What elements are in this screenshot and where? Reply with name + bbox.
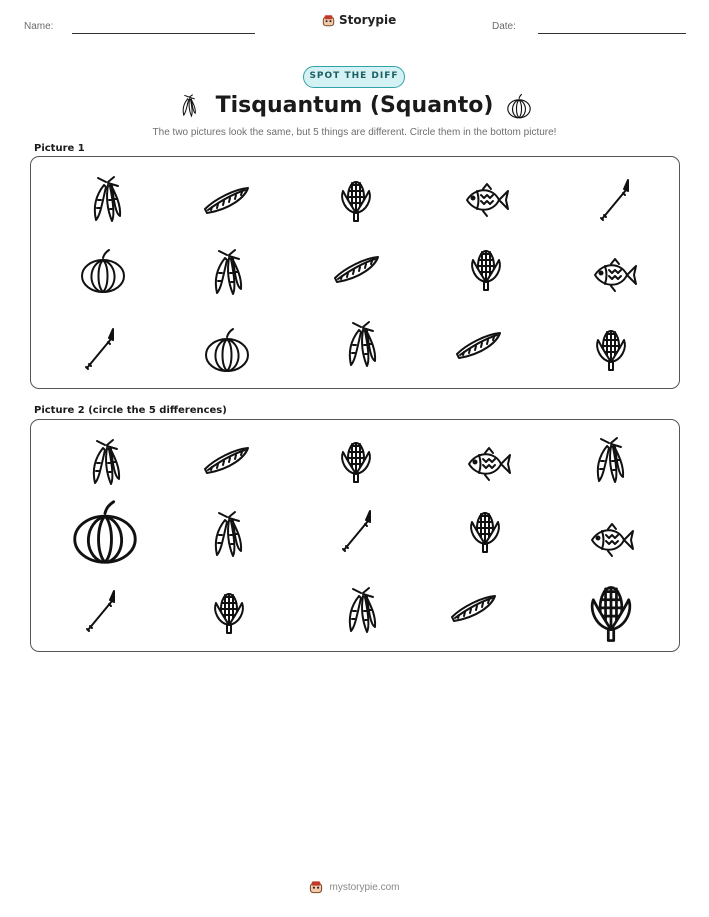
beans-icon <box>204 510 254 560</box>
pumpkin-icon <box>504 92 534 120</box>
picture-2-item[interactable] <box>448 583 498 633</box>
name-label: Name: <box>24 21 54 32</box>
fish-icon <box>589 250 639 300</box>
picture-1-item <box>331 244 381 294</box>
beans-icon <box>338 320 388 370</box>
picture-2-item[interactable] <box>204 510 254 560</box>
beans-icon <box>586 436 636 486</box>
storypie-logo-icon <box>309 880 323 894</box>
picture-1-item <box>331 175 381 225</box>
picture-2-item[interactable] <box>201 435 251 485</box>
fish-icon <box>586 515 636 565</box>
picture-2-panel[interactable] <box>30 419 680 652</box>
corn-icon <box>331 436 381 486</box>
picture-2-item[interactable] <box>586 436 636 486</box>
corn-icon <box>577 578 645 646</box>
brand-name: Storypie <box>339 13 397 27</box>
picture-1-label: Picture 1 <box>34 143 85 154</box>
picture-2-item[interactable] <box>331 506 381 556</box>
picture-2-item[interactable] <box>338 586 388 636</box>
picture-1-item <box>338 320 388 370</box>
corn-icon <box>460 506 510 556</box>
picture-2-item[interactable] <box>463 439 513 489</box>
picture-2-item[interactable] <box>460 506 510 556</box>
spear-icon <box>74 324 124 374</box>
picture-1-item <box>461 175 511 225</box>
canoe-icon <box>201 175 251 225</box>
pumpkin-icon <box>78 246 128 296</box>
picture-1-item <box>453 320 503 370</box>
canoe-icon <box>331 244 381 294</box>
corn-icon <box>586 324 636 374</box>
page-title: Tisquantum (Squanto) <box>215 93 494 118</box>
picture-1-item <box>78 246 128 296</box>
picture-2-item[interactable] <box>586 515 636 565</box>
picture-2-item[interactable] <box>82 438 132 488</box>
brand-logo <box>322 13 396 27</box>
canoe-icon <box>453 320 503 370</box>
canoe-icon <box>448 583 498 633</box>
pumpkin-icon <box>202 325 252 375</box>
picture-2-label: Picture 2 (circle the 5 differences) <box>34 405 227 416</box>
footer-url[interactable]: mystorypie.com <box>329 881 400 893</box>
spear-icon <box>75 586 125 636</box>
storypie-logo-icon <box>322 14 335 27</box>
picture-2-item[interactable] <box>577 578 645 646</box>
picture-1-item <box>74 324 124 374</box>
picture-1-item <box>204 248 254 298</box>
picture-2-item[interactable] <box>69 496 141 568</box>
picture-1-item <box>201 175 251 225</box>
footer <box>0 880 709 894</box>
picture-2-item[interactable] <box>204 587 254 637</box>
picture-1-item <box>589 175 639 225</box>
beans-icon <box>82 438 132 488</box>
instructions: The two pictures look the same, but 5 things are different. Circle them in the bottom picture! <box>152 127 557 138</box>
canoe-icon <box>201 435 251 485</box>
spear-icon <box>331 506 381 556</box>
spot-the-diff-badge: SPOT THE DIFF <box>303 66 405 88</box>
fish-icon <box>463 439 513 489</box>
corn-icon <box>331 175 381 225</box>
picture-2-item[interactable] <box>75 586 125 636</box>
spear-icon <box>589 175 639 225</box>
beans-icon <box>204 248 254 298</box>
fish-icon <box>461 175 511 225</box>
corn-icon <box>461 244 511 294</box>
beans-icon <box>83 175 133 225</box>
picture-1-panel <box>30 156 680 389</box>
date-line[interactable] <box>538 33 686 34</box>
picture-1-item <box>589 250 639 300</box>
date-label: Date: <box>492 21 516 32</box>
picture-1-item <box>586 324 636 374</box>
corn-icon <box>204 587 254 637</box>
picture-1-item <box>202 325 252 375</box>
picture-2-item[interactable] <box>331 436 381 486</box>
picture-1-item <box>461 244 511 294</box>
beans-icon <box>338 586 388 636</box>
picture-1-item <box>83 175 133 225</box>
pumpkin-icon <box>69 496 141 568</box>
name-line[interactable] <box>72 33 255 34</box>
